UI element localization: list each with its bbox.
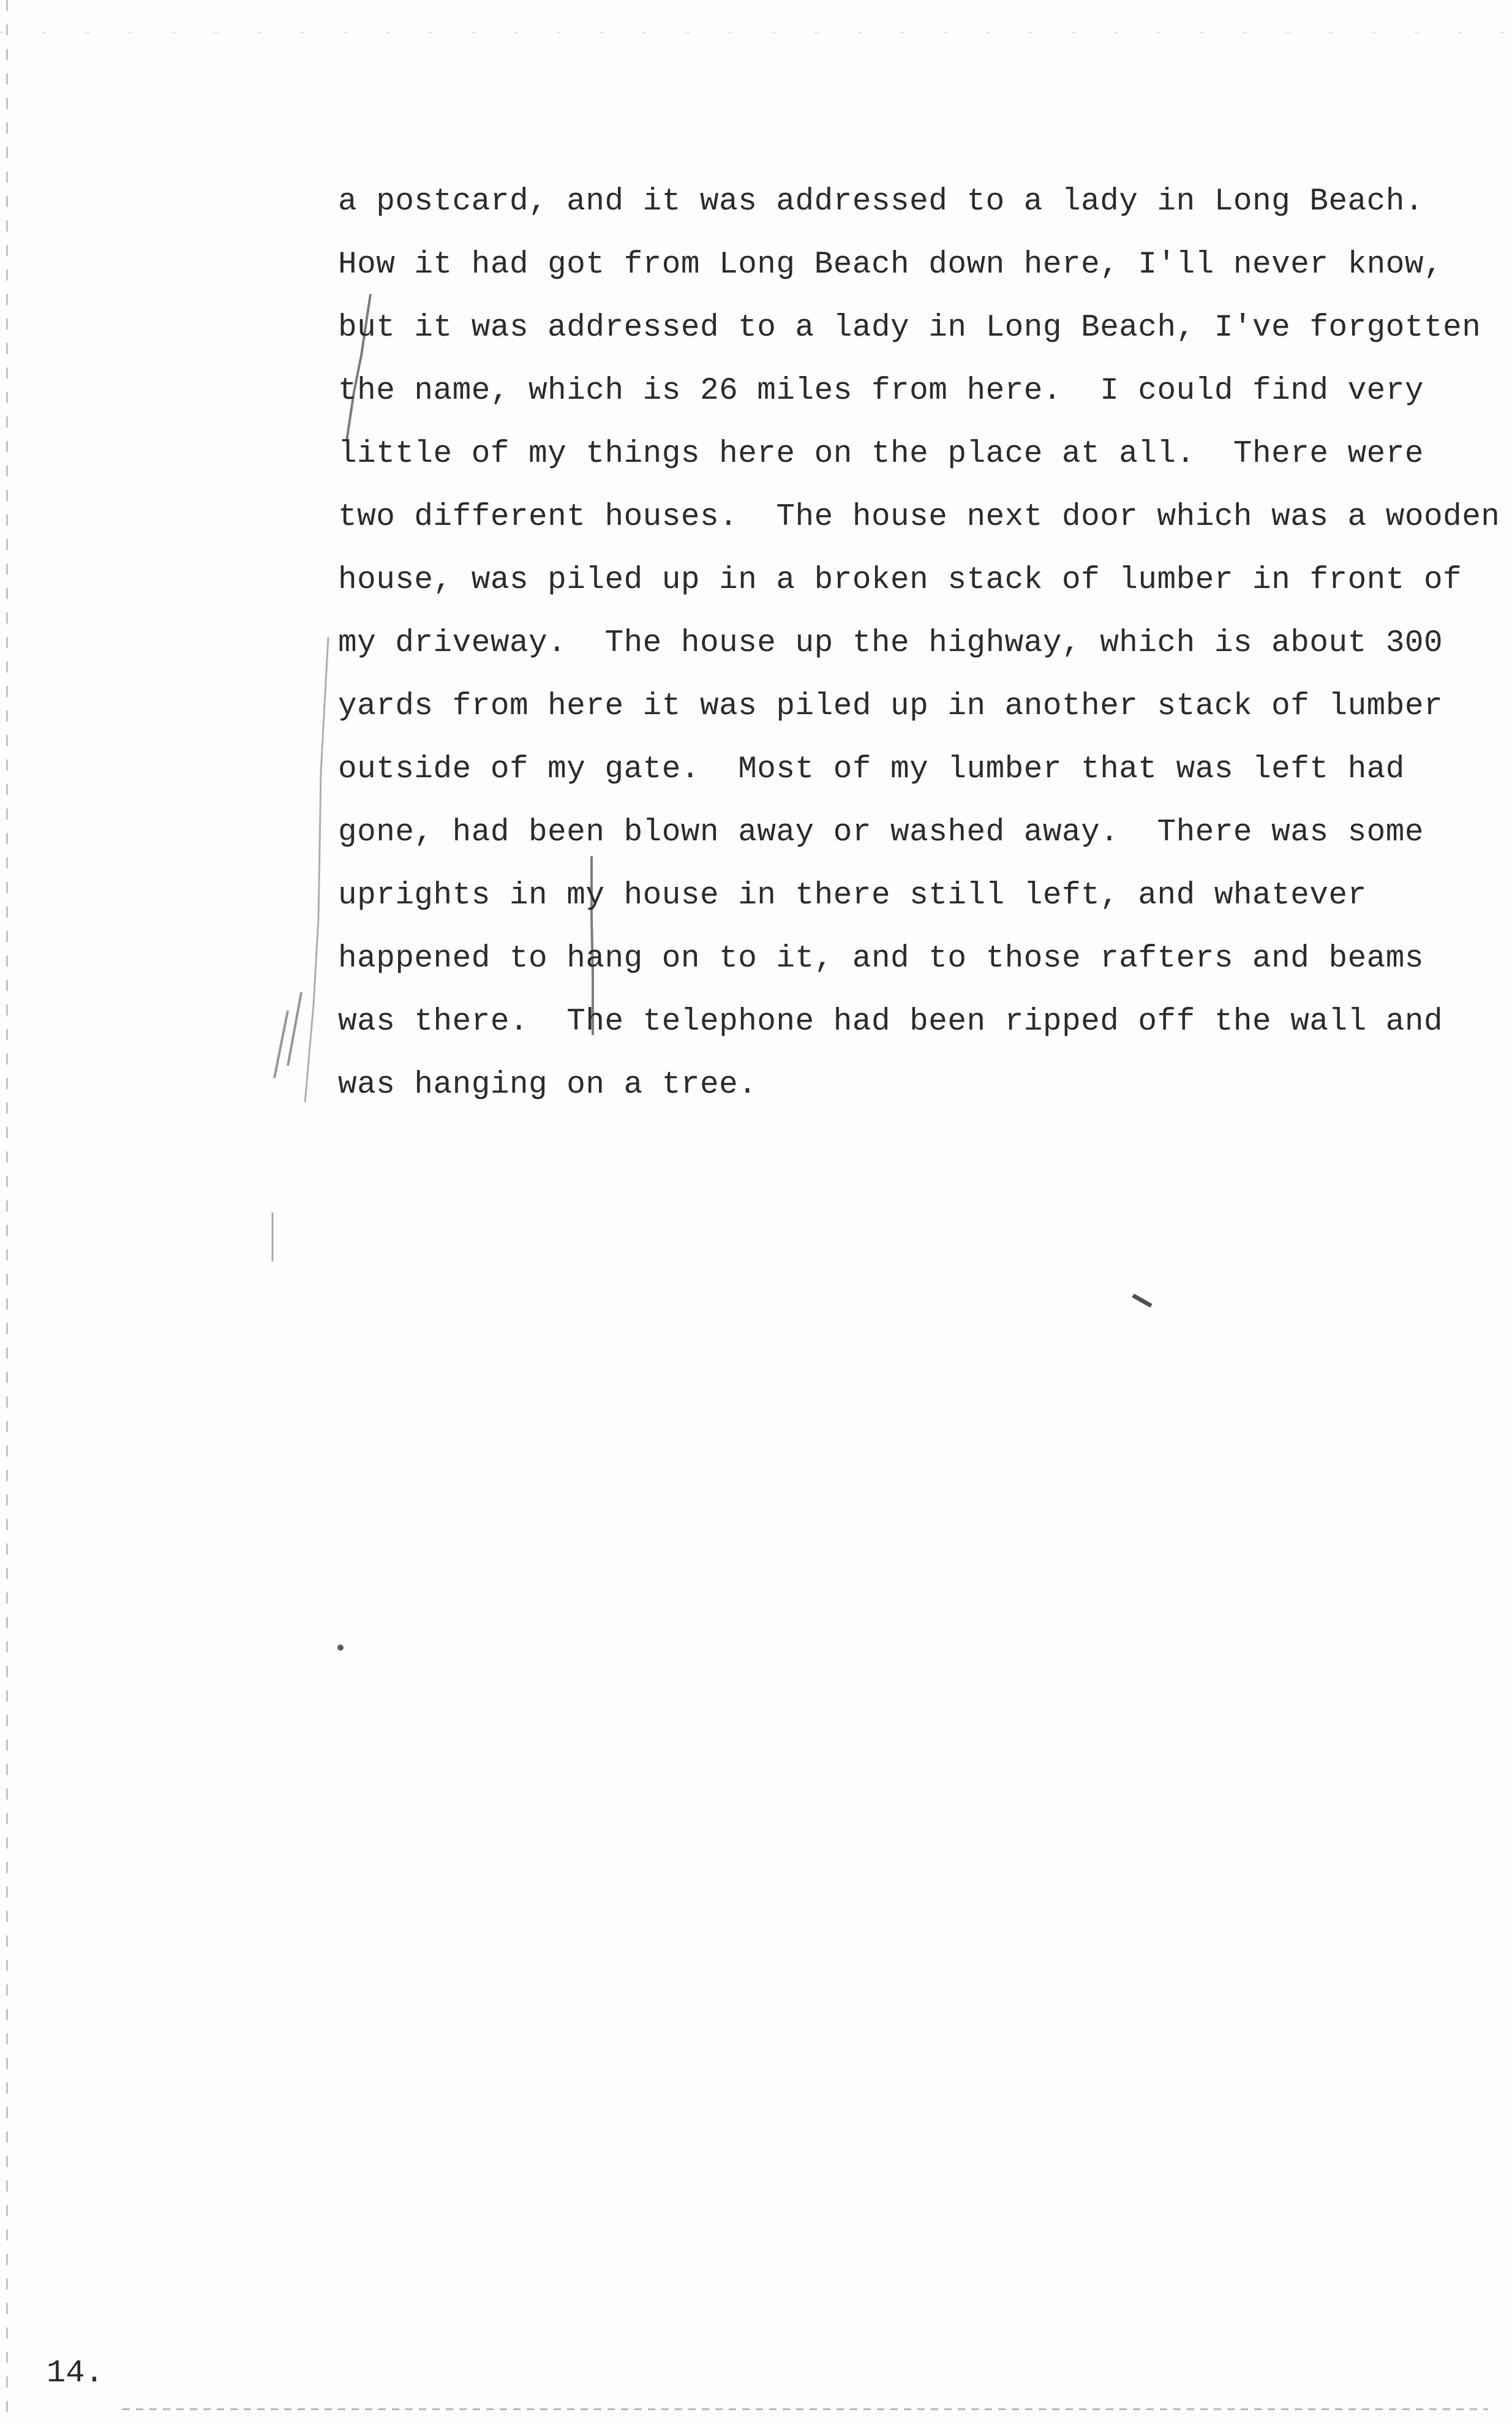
margin-slash-mark (274, 1011, 288, 1078)
text-line: little of my things here on the place at all. There were (338, 437, 1424, 472)
text-line: my driveway. The house up the highway, which is about 300 (338, 626, 1443, 661)
margin-line-mark (305, 637, 328, 1102)
text-line: uprights in my house in there still left, and whatever (338, 878, 1367, 913)
text-line: but it was addressed to a lady in Long Beach, I've forgotten (338, 311, 1481, 345)
text-line: was hanging on a tree. (338, 1068, 758, 1102)
text-line: the name, which is 26 miles from here. I could find very (338, 374, 1424, 409)
body-text (338, 170, 1500, 1117)
stray-dot (337, 1645, 344, 1651)
text-line: house, was piled up in a broken stack of lumber in front of (338, 563, 1462, 598)
page-number: 14. (47, 2355, 104, 2391)
text-line: outside of my gate. Most of my lumber that was left had (338, 752, 1405, 787)
text-line: happened to hang on to it, and to those rafters and beams (338, 941, 1424, 976)
text-line: was there. The telephone had been ripped off the wall and (338, 1004, 1443, 1039)
top-scan-edge (0, 32, 1512, 33)
stray-dash (1133, 1295, 1151, 1306)
bottom-scan-edge (122, 2408, 1488, 2410)
text-line: two different houses. The house next door which was a wooden (338, 500, 1500, 535)
margin-slash-mark-2 (288, 992, 301, 1066)
text-line: yards from here it was piled up in another stack of lumber (338, 689, 1443, 724)
left-scan-edge (6, 0, 8, 2423)
text-line: a postcard, and it was addressed to a lady in Long Beach. (338, 184, 1424, 219)
text-line: How it had got from Long Beach down here, I'll never know, (338, 247, 1443, 282)
text-line: gone, had been blown away or washed away. There was some (338, 815, 1424, 850)
